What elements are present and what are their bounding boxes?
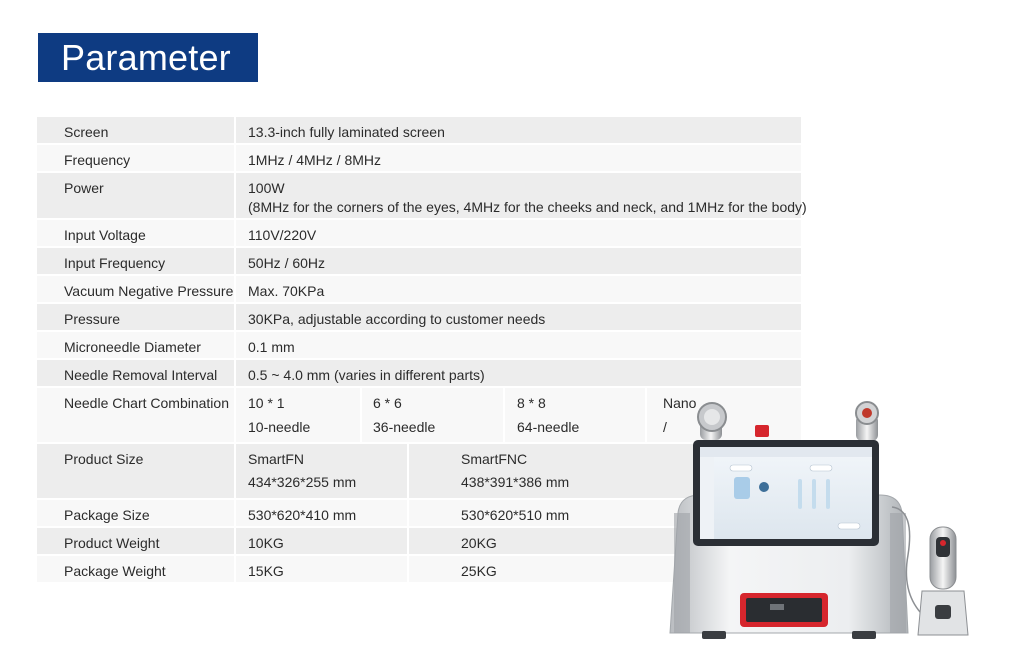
divider <box>360 388 362 442</box>
row-value: 100W <box>248 180 285 196</box>
row-pressure <box>37 304 801 332</box>
model-size: 434*326*255 mm <box>248 474 357 490</box>
row-value: 20KG <box>461 535 497 551</box>
page-title: Parameter <box>38 33 258 82</box>
row-value: 50Hz / 60Hz <box>248 255 326 271</box>
row-label: Needle Removal Interval <box>64 367 218 383</box>
row-value: 10KG <box>248 535 284 551</box>
divider <box>407 528 409 554</box>
handpiece-stand <box>918 527 968 635</box>
row-value: 1MHz / 4MHz / 8MHz <box>248 152 382 168</box>
needle-count: 64-needle <box>517 419 580 435</box>
row-input-frequency <box>37 248 801 276</box>
row-label: Input Frequency <box>64 255 166 271</box>
row-value: 15KG <box>248 563 284 579</box>
row-value: 30KPa, adjustable according to customer needs <box>248 311 546 327</box>
device-illustration <box>660 395 980 645</box>
row-vacuum <box>37 276 801 304</box>
model-name: SmartFNC <box>461 451 528 467</box>
left-probe <box>698 403 726 440</box>
divider <box>407 500 409 526</box>
row-label: Vacuum Negative Pressure <box>64 283 234 299</box>
needle-grid: Nano <box>663 395 697 411</box>
row-value: 0.1 mm <box>248 339 295 355</box>
row-label: Input Voltage <box>64 227 146 243</box>
divider <box>407 444 409 498</box>
needle-grid: 6 * 6 <box>373 395 402 411</box>
row-note: (8MHz for the corners of the eyes, 4MHz for the cheeks and neck, and 1MHz for the body) <box>248 199 807 215</box>
needle-count: / <box>663 419 667 435</box>
model-cell <box>248 444 408 498</box>
row-value: 13.3-inch fully laminated screen <box>248 124 445 140</box>
device-image <box>660 395 980 645</box>
row-value: 530*620*510 mm <box>461 507 570 523</box>
row-value: 530*620*410 mm <box>248 507 357 523</box>
needle-grid: 10 * 1 <box>248 395 285 411</box>
needle-option <box>373 388 503 442</box>
row-label: Screen <box>64 124 109 140</box>
row-label: Package Weight <box>64 563 166 579</box>
divider <box>645 388 647 442</box>
divider <box>407 556 409 582</box>
needle-grid: 8 * 8 <box>517 395 546 411</box>
row-frequency <box>37 145 801 173</box>
row-label: Microneedle Diameter <box>64 339 201 355</box>
emergency-button <box>755 425 769 437</box>
row-label: Package Size <box>64 507 150 523</box>
row-value: 25KG <box>461 563 497 579</box>
needle-count: 10-needle <box>248 419 311 435</box>
model-size: 438*391*386 mm <box>461 474 570 490</box>
row-input-voltage <box>37 220 801 248</box>
row-needle-interval <box>37 360 801 388</box>
row-power <box>37 173 807 220</box>
row-label: Pressure <box>64 311 121 327</box>
needle-count: 36-needle <box>373 419 436 435</box>
model-cell <box>461 444 661 498</box>
monitor <box>693 440 879 546</box>
row-label: Needle Chart Combination <box>64 395 229 411</box>
row-value: 110V/220V <box>248 227 317 243</box>
right-probe <box>856 402 878 441</box>
row-label: Product Size <box>64 451 144 467</box>
row-value: Max. 70KPa <box>248 283 325 299</box>
needle-option <box>248 388 360 442</box>
row-label: Frequency <box>64 152 131 168</box>
row-label: Product Weight <box>64 535 160 551</box>
model-name: SmartFN <box>248 451 304 467</box>
needle-option <box>517 388 645 442</box>
row-label: Power <box>64 180 104 196</box>
divider <box>503 388 505 442</box>
row-value: 0.5 ~ 4.0 mm (varies in different parts) <box>248 367 485 383</box>
row-screen <box>37 117 801 145</box>
row-microneedle-diameter <box>37 332 801 360</box>
